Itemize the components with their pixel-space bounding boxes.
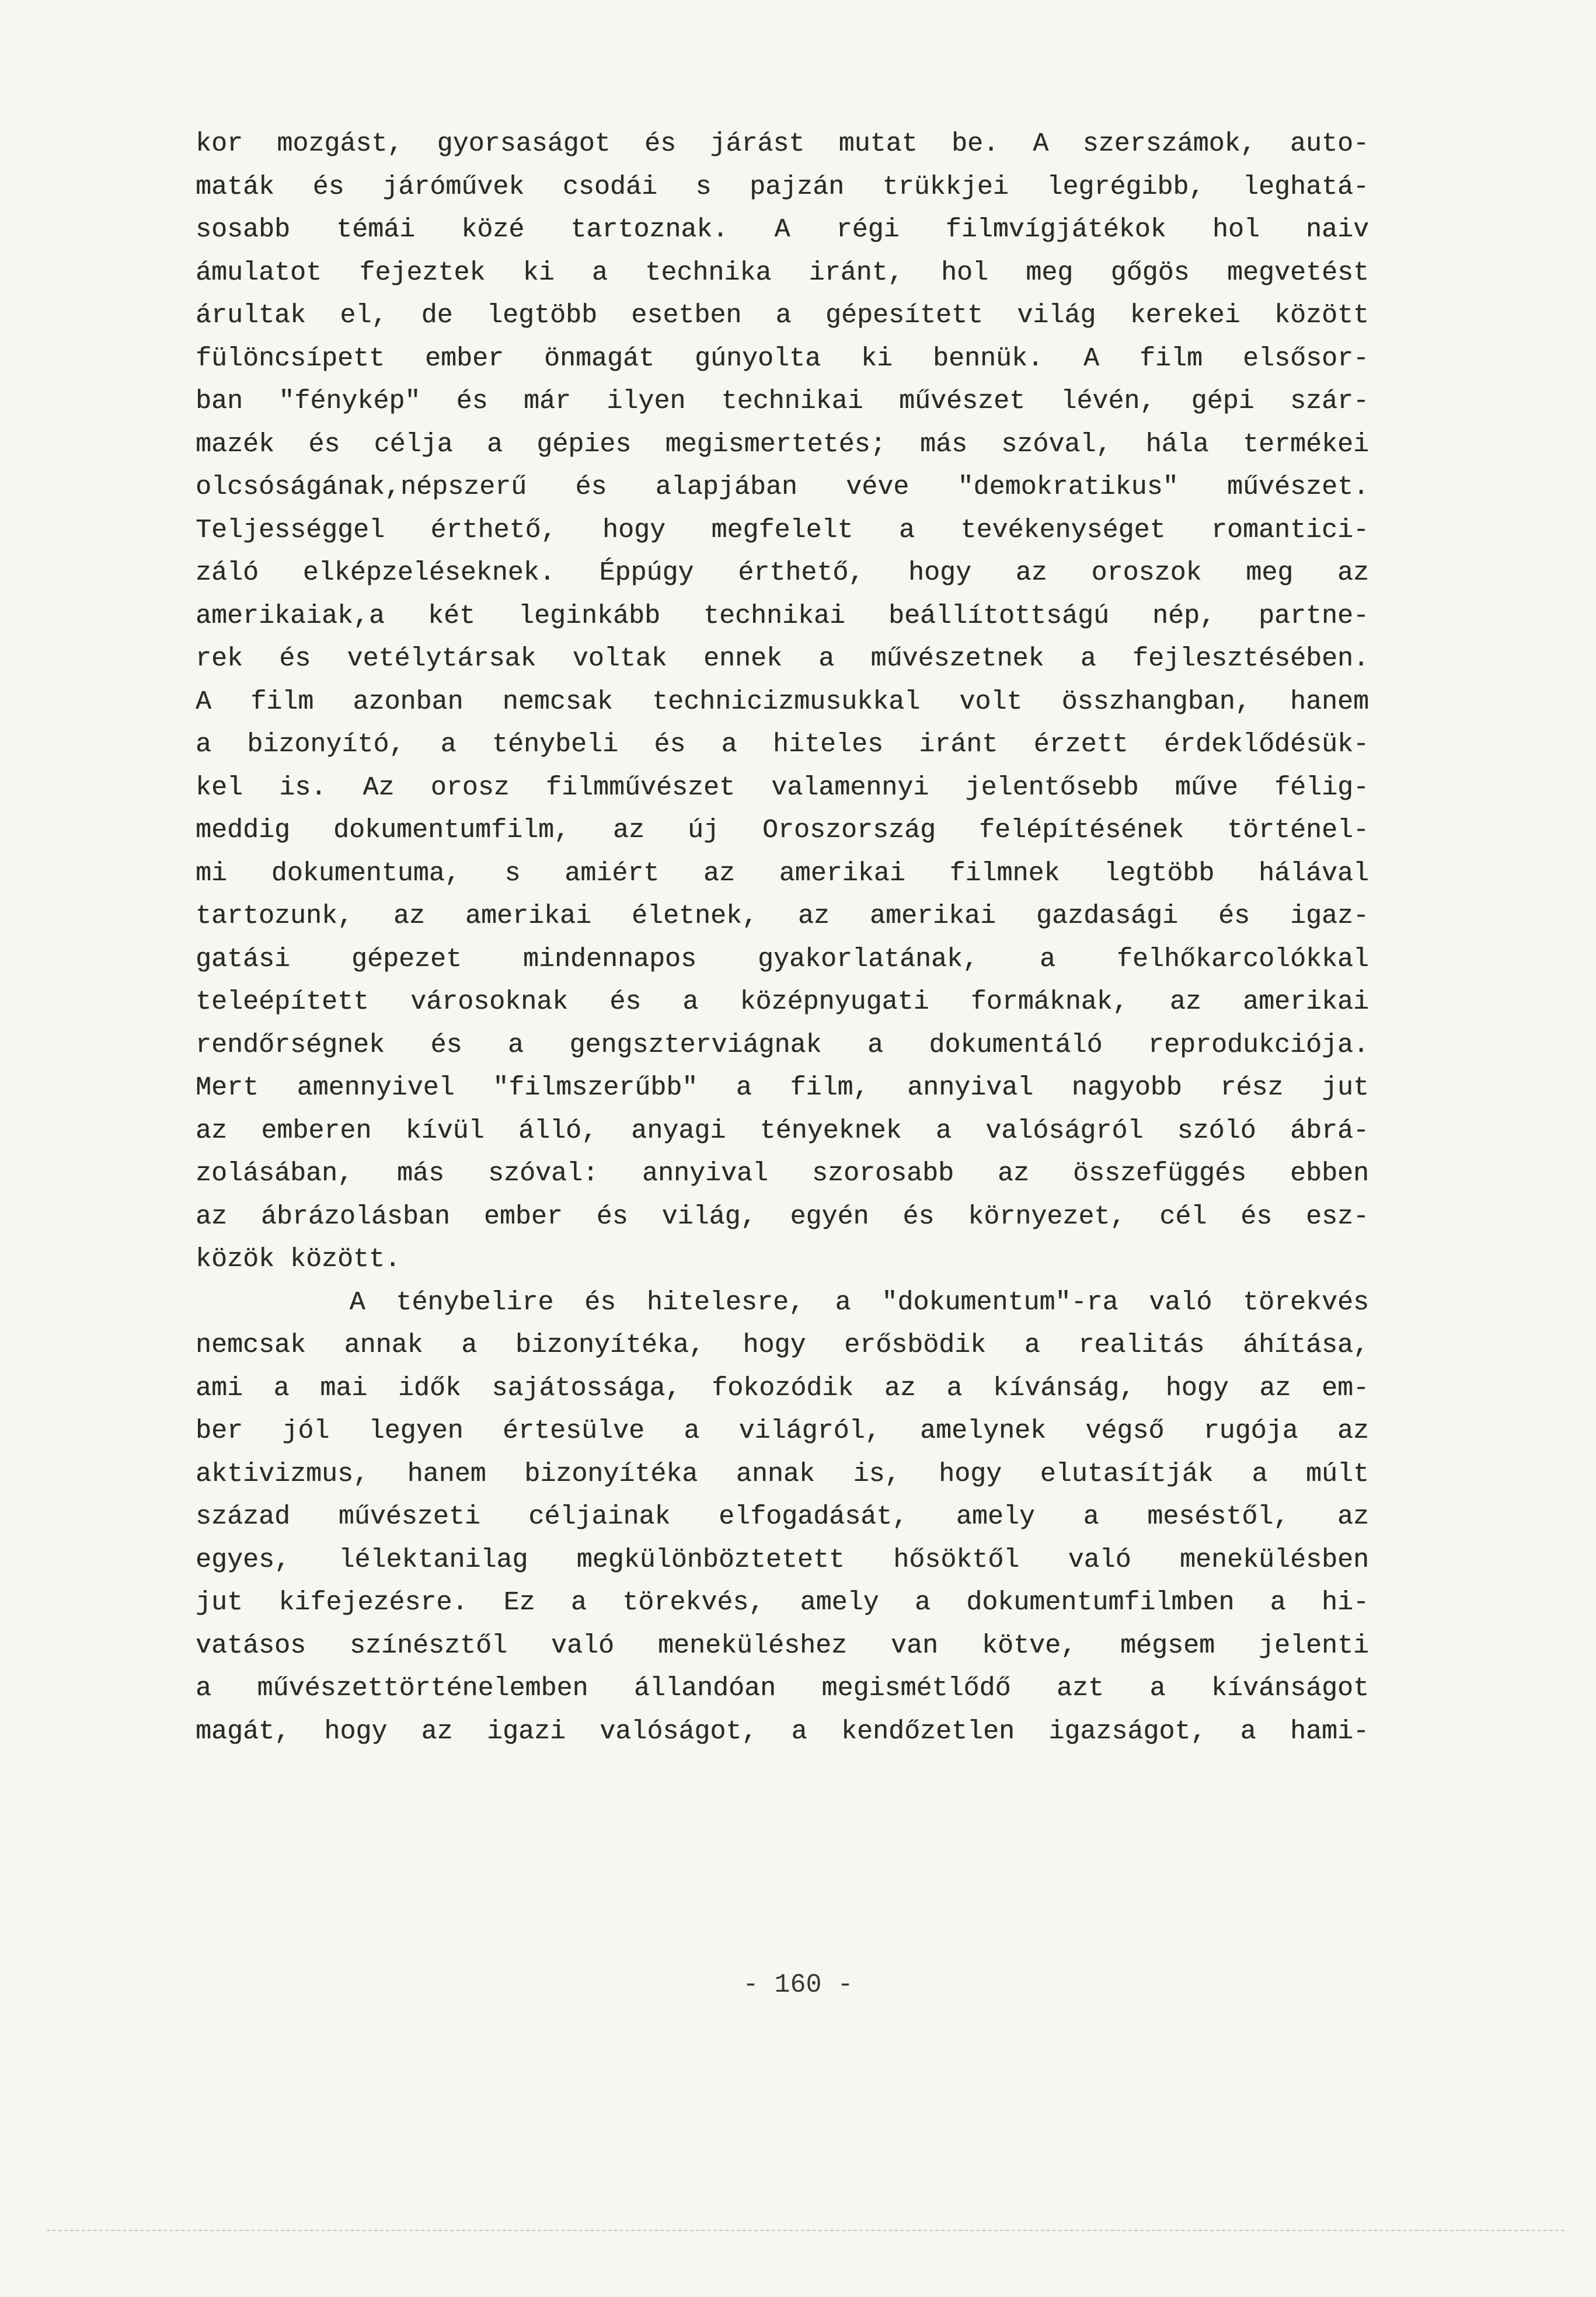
- text-line: jut kifejezésre. Ez a törekvés, amely a dokumentumfilmben a hi-: [196, 1588, 1369, 1618]
- text-line: az emberen kívül álló, anyagi tényeknek a valóságról szóló ábrá-: [196, 1116, 1369, 1146]
- typed-text-block: [196, 123, 1369, 1753]
- text-line: a művészettörténelemben állandóan megismétlődő azt a kívánságot: [196, 1674, 1369, 1703]
- text-line: egyes, lélektanilag megkülönböztetett hősöktől való menekülésben: [196, 1545, 1369, 1575]
- text-line: gatási gépezet mindennapos gyakorlatának, a felhőkarcolókkal: [196, 944, 1369, 974]
- text-line: meddig dokumentumfilm, az új Oroszország felépítésének történel-: [196, 815, 1369, 845]
- text-line: tartozunk, az amerikai életnek, az amerikai gazdasági és igaz-: [196, 901, 1369, 931]
- page-number: - 160 -: [743, 1970, 853, 2000]
- text-line: a bizonyító, a ténybeli és a hiteles iránt érzett érdeklődésük-: [196, 730, 1369, 759]
- text-line: mi dokumentuma, s amiért az amerikai filmnek legtöbb hálával: [196, 858, 1369, 888]
- text-line: árultak el, de legtöbb esetben a gépesített világ kerekei között: [196, 301, 1369, 330]
- text-line: zolásában, más szóval: annyival szorosabb az összefüggés ebben: [196, 1159, 1369, 1188]
- text-line: rendőrségnek és a gengszterviágnak a dokumentáló reprodukciója.: [196, 1030, 1369, 1060]
- text-line: Mert amennyivel "filmszerűbb" a film, annyival nagyobb rész jut: [196, 1073, 1369, 1103]
- text-line: ber jól legyen értesülve a világról, amelynek végső rugója az: [196, 1416, 1369, 1446]
- text-line: sosabb témái közé tartoznak. A régi filmvígjátékok hol naiv: [196, 215, 1369, 245]
- text-line: rek és vetélytársak voltak ennek a művészetnek a fejlesztésében.: [196, 644, 1369, 674]
- text-line: aktivizmus, hanem bizonyítéka annak is, hogy elutasítják a múlt: [196, 1459, 1369, 1489]
- text-line: amerikaiak,a két leginkább technikai beállítottságú nép, partne-: [196, 601, 1369, 631]
- text-line: vatásos színésztől való meneküléshez van kötve, mégsem jelenti: [196, 1630, 1369, 1661]
- text-line: teleépített városoknak és a középnyugati formáknak, az amerikai: [196, 987, 1369, 1017]
- text-line: nemcsak annak a bizonyítéka, hogy erősbödik a realitás áhítása,: [196, 1330, 1369, 1360]
- text-line: Teljességgel érthető, hogy megfelelt a tevékenységet romantici-: [196, 515, 1369, 545]
- text-line: ami a mai idők sajátossága, fokozódik az a kívánság, hogy az em-: [196, 1373, 1369, 1403]
- text-line: kor mozgást, gyorsaságot és járást mutat be. A szerszámok, auto-: [196, 129, 1369, 159]
- text-line-paragraph-end: közök között.: [196, 1245, 401, 1274]
- text-line: az ábrázolásban ember és világ, egyén és környezet, cél és esz-: [196, 1201, 1369, 1232]
- text-line-paragraph-start: A ténybelire és hitelesre, a "dokumentum"-ra való törekvés: [196, 1287, 1369, 1317]
- text-line: ámulatot fejeztek ki a technika iránt, hol meg gőgös megvetést: [196, 257, 1369, 288]
- text-line: század művészeti céljainak elfogadását, amely a meséstől, az: [196, 1502, 1369, 1532]
- text-line: záló elképzeléseknek. Éppúgy érthető, hogy az oroszok meg az: [196, 558, 1369, 588]
- text-line: olcsóságának,népszerű és alapjában véve "demokratikus" művészet.: [196, 472, 1369, 502]
- text-line: A film azonban nemcsak technicizmusukkal volt összhangban, hanem: [196, 686, 1369, 717]
- text-line: mazék és célja a gépies megismertetés; más szóval, hála termékei: [196, 429, 1369, 459]
- text-line: magát, hogy az igazi valóságot, a kendőzetlen igazságot, a hami-: [196, 1716, 1369, 1747]
- text-line: ban "fénykép" és már ilyen technikai művészet lévén, gépi szár-: [196, 386, 1369, 416]
- text-line: kel is. Az orosz filmművészet valamennyi jelentősebb műve félig-: [196, 772, 1369, 803]
- text-line: fülöncsípett ember önmagát gúnyolta ki bennük. A film elsősor-: [196, 343, 1369, 374]
- text-line: maták és járóművek csodái s pajzán trükkjei legrégibb, leghatá-: [196, 172, 1369, 202]
- scan-edge-divider: [47, 2230, 1564, 2231]
